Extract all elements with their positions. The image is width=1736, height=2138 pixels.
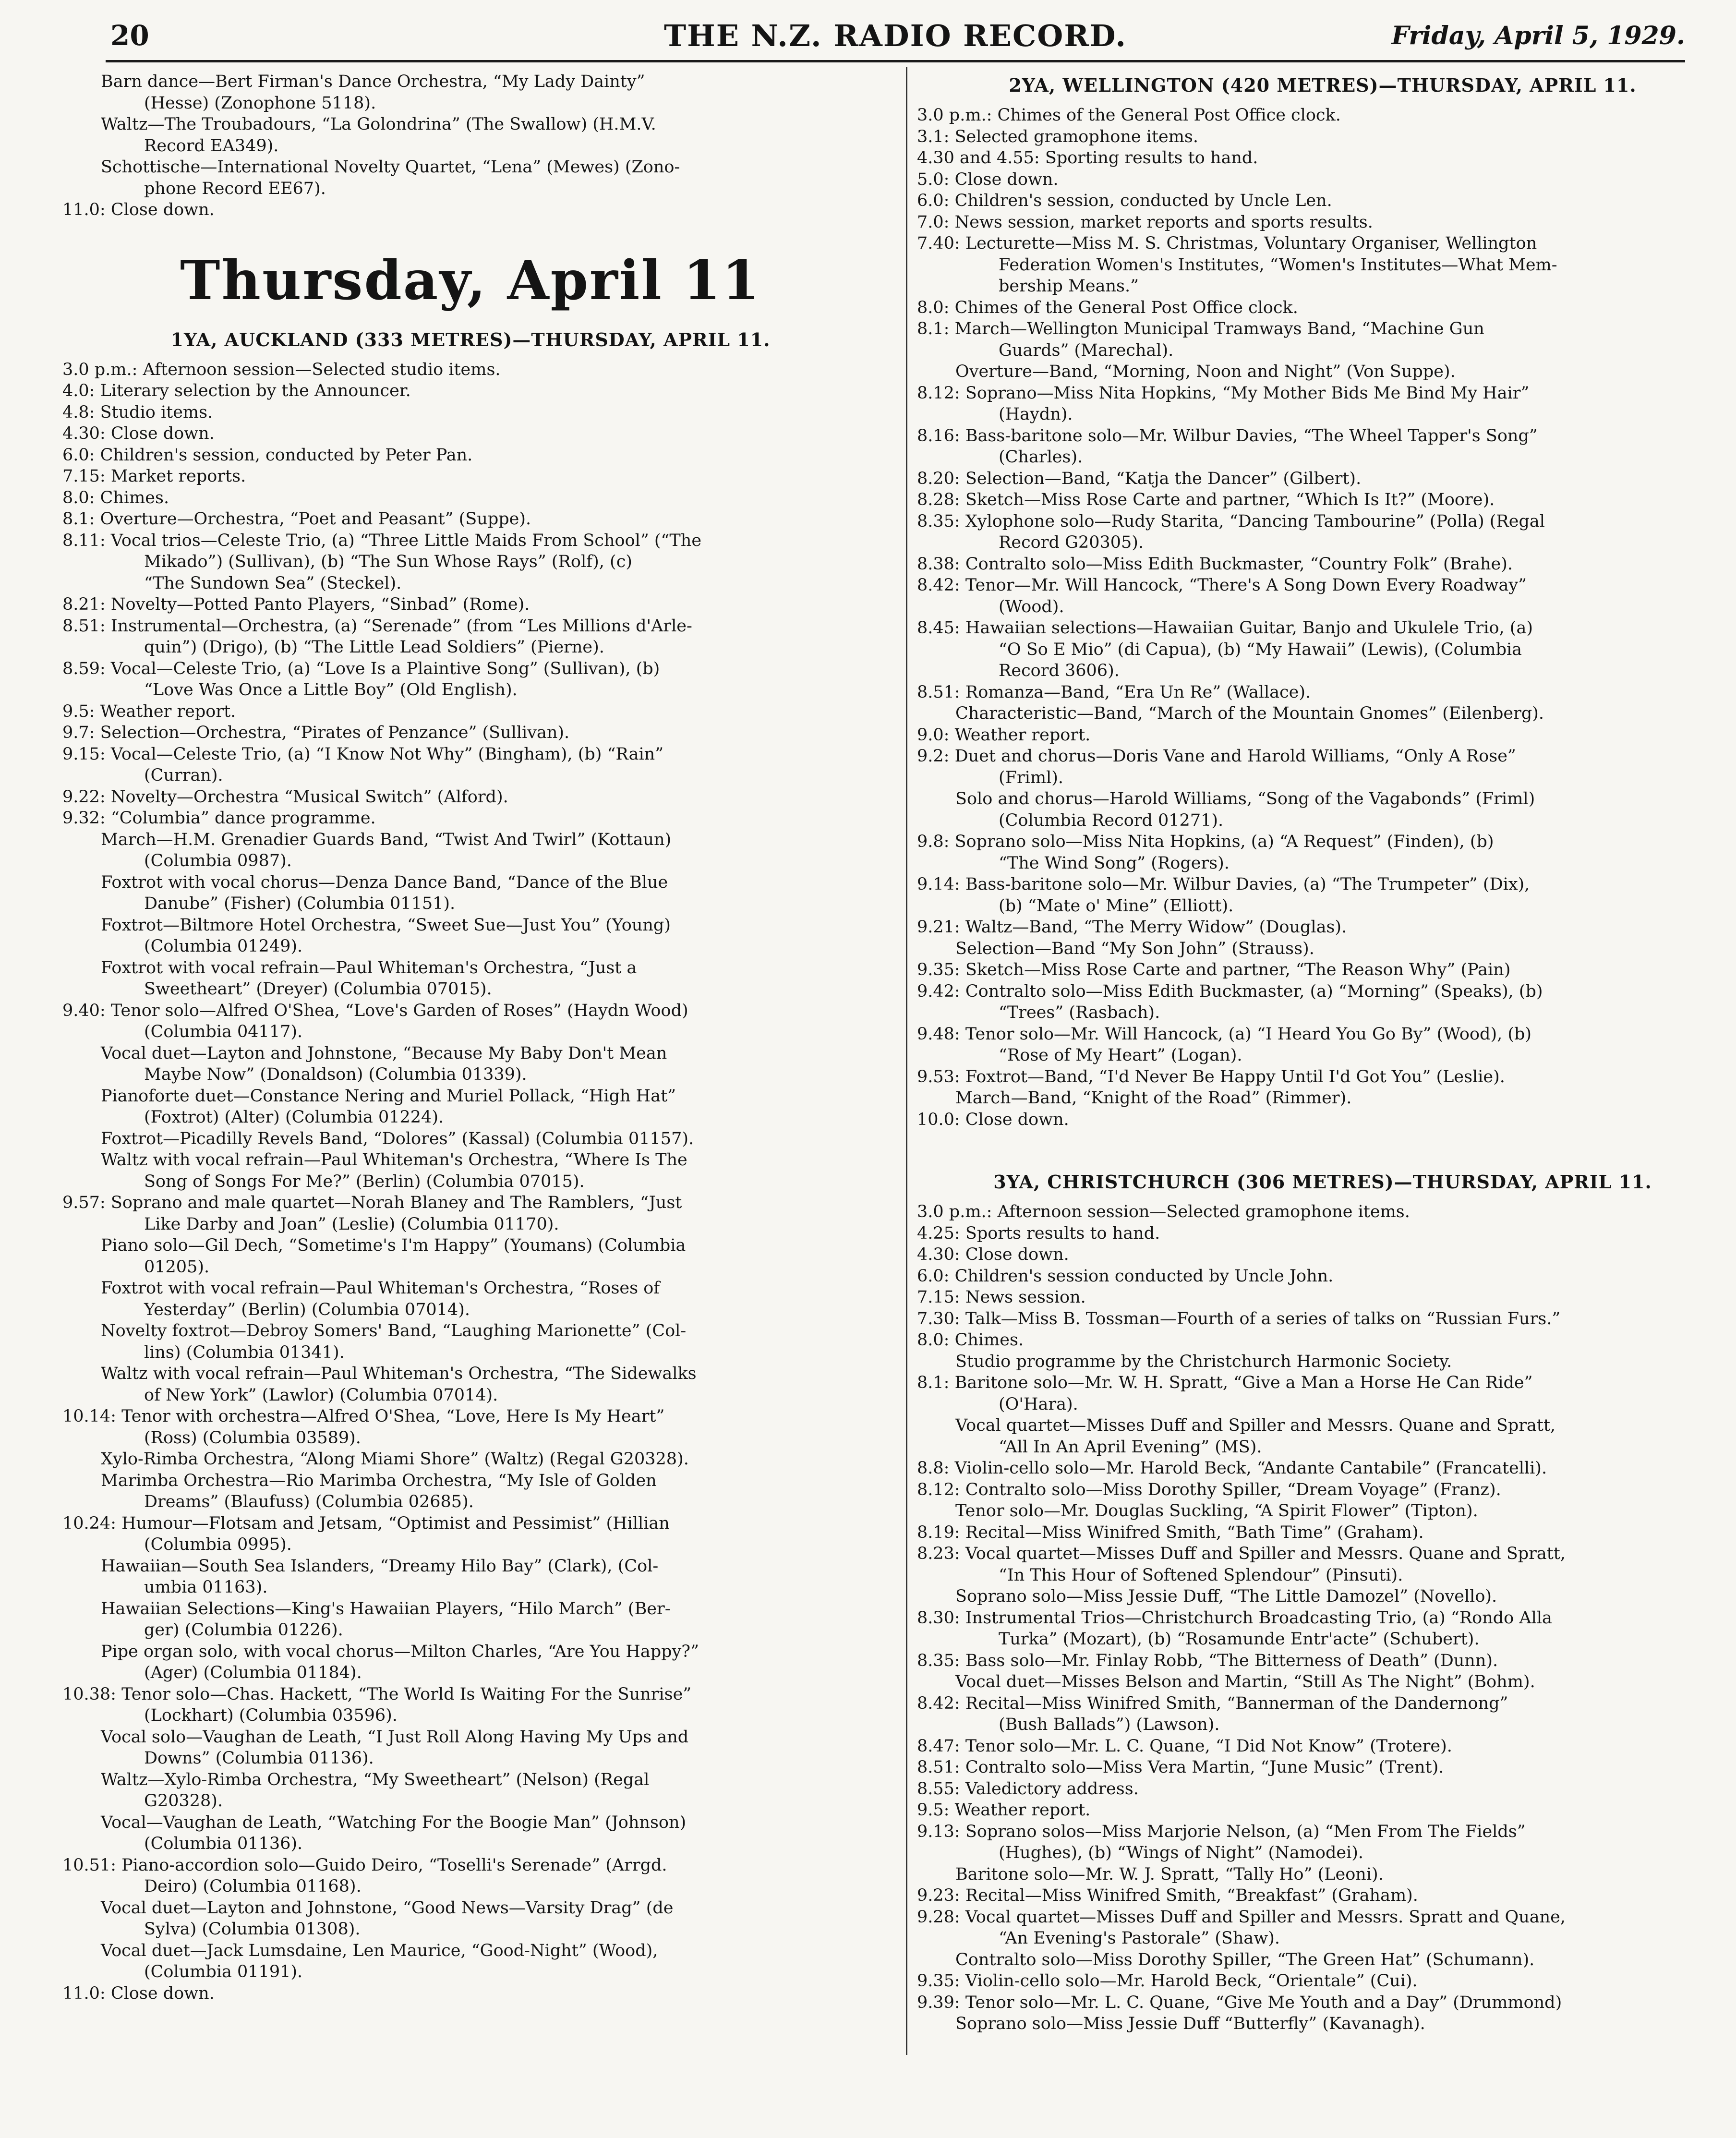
programme-line: (Columbia 0995). [144, 1535, 292, 1554]
programme-line: (Friml). [999, 768, 1064, 787]
programme-line: 4.8: Studio items. [62, 402, 213, 422]
programme-line: Guards” (Marechal). [999, 340, 1174, 360]
programme-line: 8.45: Hawaiian selections—Hawaiian Guitar, Banjo and Ukulele Trio, (a) [917, 618, 1533, 638]
station-heading-2ya: 2YA, WELLINGTON (420 METRES)—THURSDAY, APRIL 11. [1009, 74, 1637, 96]
programme-line: Baritone solo—Mr. W. J. Spratt, “Tally Ho” (Leoni). [955, 1864, 1384, 1884]
programme-line: (O'Hara). [999, 1394, 1078, 1414]
programme-line: 9.35: Sketch—Miss Rose Carte and partner, “The Reason Why” (Pain) [917, 960, 1511, 979]
programme-3ya [917, 1201, 1728, 2035]
programme-line: Waltz with vocal refrain—Paul Whiteman's Orchestra, “Where Is The [101, 1150, 687, 1170]
programme-line: 7.15: Market reports. [62, 467, 246, 486]
programme-line: 10.14: Tenor with orchestra—Alfred O'Shea, “Love, Here Is My Heart” [62, 1407, 665, 1426]
programme-line: Foxtrot with vocal refrain—Paul Whiteman's Orchestra, “Just a [101, 958, 637, 978]
programme-line: 6.0: Children's session, conducted by Peter Pan. [62, 445, 473, 465]
programme-line: “Rose of My Heart” (Logan). [999, 1046, 1242, 1065]
programme-line: 9.48: Tenor solo—Mr. Will Hancock, (a) “I Heard You Go By” (Wood), (b) [917, 1024, 1532, 1044]
programme-line: 10.38: Tenor solo—Chas. Hackett, “The World Is Waiting For the Sunrise” [62, 1684, 692, 1704]
station-heading-1ya: 1YA, AUCKLAND (333 METRES)—THURSDAY, APRIL 11. [170, 328, 771, 350]
programme-line: Barn dance—Bert Firman's Dance Orchestra, “My Lady Dainty” [101, 72, 645, 91]
continued-programme [62, 71, 879, 221]
programme-line: 3.0 p.m.: Afternoon session—Selected studio items. [62, 360, 501, 379]
programme-line: 4.30 and 4.55: Sporting results to hand. [917, 148, 1258, 168]
programme-line: Foxtrot with vocal chorus—Denza Dance Band, “Dance of the Blue [101, 872, 668, 892]
programme-line: bership Means.” [999, 277, 1139, 296]
programme-line: Characteristic—Band, “March of the Mountain Gnomes” (Eilenberg). [955, 704, 1544, 723]
programme-line: 8.38: Contralto solo—Miss Edith Buckmaster, “Country Folk” (Brahe). [917, 554, 1513, 574]
programme-line: Hawaiian—South Sea Islanders, “Dreamy Hilo Bay” (Clark), (Col- [101, 1556, 659, 1576]
programme-line: 8.35: Xylophone solo—Rudy Starita, “Dancing Tambourine” (Polla) (Regal [917, 511, 1545, 531]
programme-line: 6.0: Children's session conducted by Uncle John. [917, 1266, 1334, 1286]
programme-line: 8.51: Contralto solo—Miss Vera Martin, “June Music” (Trent). [917, 1758, 1444, 1777]
programme-line: 9.8: Soprano solo—Miss Nita Hopkins, (a) “A Request” (Finden), (b) [917, 832, 1494, 851]
programme-line: 9.40: Tenor solo—Alfred O'Shea, “Love's Garden of Roses” (Haydn Wood) [62, 1001, 688, 1020]
programme-line: (Columbia 01191). [144, 1962, 303, 1981]
programme-line: (Lockhart) (Columbia 03596). [144, 1706, 398, 1725]
programme-line: Turka” (Mozart), (b) “Rosamunde Entr'acte” (Schubert). [999, 1630, 1480, 1649]
programme-line: 9.57: Soprano and male quartet—Norah Blaney and The Ramblers, “Just [62, 1193, 682, 1212]
programme-line: 8.28: Sketch—Miss Rose Carte and partner, “Which Is It?” (Moore). [917, 490, 1495, 509]
programme-line: 9.28: Vocal quartet—Misses Duff and Spiller and Messrs. Spratt and Quane, [917, 1907, 1566, 1927]
programme-line: 7.30: Talk—Miss B. Tossman—Fourth of a series of talks on “Russian Furs.” [917, 1309, 1561, 1329]
programme-line: March—Band, “Knight of the Road” (Rimmer). [955, 1088, 1352, 1108]
programme-line: (Columbia 01249). [144, 937, 303, 956]
programme-line: Foxtrot with vocal refrain—Paul Whiteman's Orchestra, “Roses of [101, 1279, 660, 1298]
programme-line: Song of Songs For Me?” (Berlin) (Columbia 07015). [144, 1172, 585, 1191]
page-number: 20 [110, 19, 149, 52]
programme-line: Vocal quartet—Misses Duff and Spiller and Messrs. Quane and Spratt, [955, 1416, 1556, 1435]
programme-line: 4.25: Sports results to hand. [917, 1223, 1160, 1243]
programme-line: 8.8: Violin-cello solo—Mr. Harold Beck, “Andante Cantabile” (Francatelli). [917, 1459, 1547, 1478]
station-heading-3ya: 3YA, CHRISTCHURCH (306 METRES)—THURSDAY, APRIL 11. [993, 1171, 1652, 1193]
programme-line: Marimba Orchestra—Rio Marimba Orchestra, “My Isle of Golden [101, 1471, 657, 1490]
programme-line: 8.16: Bass-baritone solo—Mr. Wilbur Davies, “The Wheel Tapper's Song” [917, 426, 1538, 446]
programme-line: Schottische—International Novelty Quartet, “Lena” (Mewes) (Zono- [101, 157, 680, 177]
programme-line: “O So E Mio” (di Capua), (b) “My Hawaii” (Lewis), (Columbia [999, 640, 1522, 659]
column-divider [906, 67, 907, 2055]
programme-line: “The Wind Song” (Rogers). [999, 853, 1230, 873]
programme-line: (Hughes), (b) “Wings of Night” (Namodei). [999, 1843, 1364, 1862]
programme-line: 8.0: Chimes of the General Post Office clock. [917, 298, 1298, 317]
programme-line: 9.5: Weather report. [917, 1800, 1091, 1820]
programme-line: 8.1: March—Wellington Municipal Tramways Band, “Machine Gun [917, 319, 1484, 338]
programme-line: 9.42: Contralto solo—Miss Edith Buckmaster, (a) “Morning” (Speaks), (b) [917, 981, 1543, 1001]
programme-line: 8.19: Recital—Miss Winifred Smith, “Bath Time” (Graham). [917, 1522, 1424, 1542]
programme-line: quin”) (Drigo), (b) “The Little Lead Soldiers” (Pierne). [144, 638, 604, 657]
programme-line: Contralto solo—Miss Dorothy Spiller, “The Green Hat” (Schumann). [955, 1950, 1535, 1969]
programme-line: 11.0: Close down. [62, 200, 215, 219]
programme-line: G20328). [144, 1791, 223, 1811]
programme-line: of New York” (Lawlor) (Columbia 07014). [144, 1385, 498, 1405]
programme-line: Selection—Band “My Son John” (Strauss). [955, 939, 1314, 958]
programme-line: 8.12: Contralto solo—Miss Dorothy Spiller, “Dream Voyage” (Franz). [917, 1480, 1501, 1499]
programme-line: Waltz with vocal refrain—Paul Whiteman's Orchestra, “The Sidewalks [101, 1364, 697, 1383]
programme-line: 9.0: Weather report. [917, 725, 1091, 745]
programme-line: umbia 01163). [144, 1578, 268, 1597]
programme-line: 9.2: Duet and chorus—Doris Vane and Harold Williams, “Only A Rose” [917, 747, 1516, 766]
programme-line: 6.0: Children's session, conducted by Uncle Len. [917, 191, 1332, 210]
programme-line: (b) “Mate o' Mine” (Elliott). [999, 896, 1234, 916]
programme-line: 8.51: Instrumental—Orchestra, (a) “Serenade” (from “Les Millions d'Arle- [62, 616, 692, 636]
programme-line: 8.42: Recital—Miss Winifred Smith, “Bannerman of the Dandernong” [917, 1693, 1508, 1713]
programme-line: 9.53: Foxtrot—Band, “I'd Never Be Happy Until I'd Got You” (Leslie). [917, 1067, 1505, 1087]
programme-line: Record EA349). [144, 136, 279, 156]
programme-line: 7.40: Lecturette—Miss M. S. Christmas, Voluntary Organiser, Wellington [917, 234, 1537, 253]
programme-line: 10.0: Close down. [917, 1110, 1069, 1129]
programme-line: Record 3606). [999, 661, 1120, 680]
programme-line: Studio programme by the Christchurch Harmonic Society. [955, 1352, 1452, 1371]
programme-line: Tenor solo—Mr. Douglas Suckling, “A Spirit Flower” (Tipton). [955, 1501, 1478, 1521]
programme-line: (Columbia 0987). [144, 851, 292, 870]
programme-line: Novelty foxtrot—Debroy Somers' Band, “Laughing Marionette” (Col- [101, 1321, 687, 1341]
programme-line: “In This Hour of Softened Splendour” (Pinsuti). [999, 1565, 1403, 1585]
programme-line: 8.30: Instrumental Trios—Christchurch Broadcasting Trio, (a) “Rondo Alla [917, 1608, 1552, 1628]
programme-line: Vocal duet—Jack Lumsdaine, Len Maurice, “Good-Night” (Wood), [101, 1941, 658, 1960]
programme-line: (Foxtrot) (Alter) (Columbia 01224). [144, 1108, 444, 1127]
programme-line: Deiro) (Columbia 01168). [144, 1877, 362, 1896]
programme-line: Foxtrot—Picadilly Revels Band, “Dolores” (Kassal) (Columbia 01157). [101, 1129, 694, 1148]
programme-line: “An Evening's Pastorale” (Shaw). [999, 1929, 1280, 1948]
programme-line: 8.55: Valedictory address. [917, 1779, 1139, 1799]
programme-line: 8.1: Overture—Orchestra, “Poet and Peasant” (Suppe). [62, 509, 531, 529]
programme-line: Downs” (Columbia 01136). [144, 1749, 374, 1768]
programme-line: Yesterday” (Berlin) (Columbia 07014). [144, 1300, 470, 1319]
programme-line: (Columbia 04117). [144, 1022, 303, 1041]
programme-line: 11.0: Close down. [62, 1983, 215, 2003]
programme-line: 10.24: Humour—Flotsam and Jetsam, “Optimist and Pessimist” (Hillian [62, 1513, 670, 1533]
publication-title: THE N.Z. RADIO RECORD. [664, 18, 1127, 53]
programme-line: 9.15: Vocal—Celeste Trio, (a) “I Know Not Why” (Bingham), (b) “Rain” [62, 744, 664, 764]
programme-line: Foxtrot—Biltmore Hotel Orchestra, “Sweet Sue—Just You” (Young) [101, 915, 671, 935]
programme-line: Piano solo—Gil Dech, “Sometime's I'm Happy” (Youmans) (Columbia [101, 1236, 686, 1255]
day-heading: Thursday, April 11 [180, 249, 761, 312]
right-column [917, 71, 1728, 2035]
programme-line: Dreams” (Blaufuss) (Columbia 02685). [144, 1492, 474, 1511]
programme-line: 8.1: Baritone solo—Mr. W. H. Spratt, “Give a Man a Horse He Can Ride” [917, 1373, 1533, 1392]
programme-line: Pianoforte duet—Constance Nering and Muriel Pollack, “High Hat” [101, 1086, 676, 1106]
programme-line: Danube” (Fisher) (Columbia 01151). [144, 894, 456, 913]
programme-line: “All In An April Evening” (MS). [999, 1437, 1262, 1457]
programme-line: 9.22: Novelty—Orchestra “Musical Switch” (Alford). [62, 787, 508, 807]
programme-line: March—H.M. Grenadier Guards Band, “Twist And Twirl” (Kottaun) [101, 830, 672, 849]
programme-line: 7.15: News session. [917, 1288, 1086, 1307]
programme-line: (Hesse) (Zonophone 5118). [144, 93, 376, 113]
programme-line: 9.32: “Columbia” dance programme. [62, 809, 376, 828]
programme-line: Mikado”) (Sullivan), (b) “The Sun Whose Rays” (Rolf), (c) [144, 552, 632, 571]
programme-line: Xylo-Rimba Orchestra, “Along Miami Shore” (Waltz) (Regal G20328). [101, 1449, 689, 1469]
programme-line: “Love Was Once a Little Boy” (Old English). [144, 680, 518, 700]
programme-line: Like Darby and Joan” (Leslie) (Columbia 01170). [144, 1214, 559, 1234]
programme-line: 8.21: Novelty—Potted Panto Players, “Sinbad” (Rome). [62, 595, 530, 614]
programme-line: Soprano solo—Miss Jessie Duff, “The Little Damozel” (Novello). [955, 1587, 1497, 1606]
programme-line: 7.0: News session, market reports and sports results. [917, 212, 1373, 232]
programme-line: (Wood). [999, 597, 1064, 616]
programme-line: 10.51: Piano-accordion solo—Guido Deiro, “Toselli's Serenade” (Arrgd. [62, 1855, 667, 1875]
programme-line: (Charles). [999, 447, 1083, 467]
programme-line: 9.23: Recital—Miss Winifred Smith, “Breakfast” (Graham). [917, 1886, 1418, 1905]
programme-line: “The Sundown Sea” (Steckel). [144, 573, 402, 593]
programme-line: Vocal—Vaughan de Leath, “Watching For the Boogie Man” (Johnson) [101, 1812, 687, 1832]
programme-line: 8.0: Chimes. [62, 488, 169, 507]
programme-line: Sylva) (Columbia 01308). [144, 1920, 361, 1939]
programme-line: 8.59: Vocal—Celeste Trio, (a) “Love Is a Plaintive Song” (Sullivan), (b) [62, 659, 660, 678]
programme-line: 9.21: Waltz—Band, “The Merry Widow” (Douglas). [917, 918, 1347, 937]
programme-line: Record G20305). [999, 533, 1144, 552]
programme-line: ger) (Columbia 01226). [144, 1620, 343, 1640]
programme-line: 3.0 p.m.: Chimes of the General Post Office clock. [917, 106, 1341, 125]
programme-line: 9.39: Tenor solo—Mr. L. C. Quane, “Give Me Youth and a Day” (Drummond) [917, 1993, 1562, 2012]
left-column [62, 71, 879, 2004]
section-gap [917, 1130, 1728, 1159]
programme-1ya [62, 359, 879, 2005]
programme-line: (Curran). [144, 766, 223, 785]
programme-line: Vocal duet—Misses Belson and Martin, “Still As The Night” (Bohm). [955, 1672, 1535, 1691]
programme-line: “Trees” (Rasbach). [999, 1003, 1160, 1022]
programme-line: (Ager) (Columbia 01184). [144, 1663, 362, 1682]
programme-line: 8.0: Chimes. [917, 1330, 1024, 1350]
programme-line: Overture—Band, “Morning, Noon and Night” (Von Suppe). [955, 362, 1456, 381]
issue-date: Friday, April 5, 1929. [1391, 21, 1685, 50]
programme-line: 8.35: Bass solo—Mr. Finlay Robb, “The Bitterness of Death” (Dunn). [917, 1651, 1498, 1670]
programme-line: Vocal duet—Layton and Johnstone, “Good News—Varsity Drag” (de [101, 1898, 674, 1918]
programme-line: 9.35: Violin-cello solo—Mr. Harold Beck, “Orientale” (Cui). [917, 1971, 1418, 1991]
programme-line: Vocal duet—Layton and Johnstone, “Because My Baby Don't Mean [101, 1043, 667, 1063]
programme-line: 8.47: Tenor solo—Mr. L. C. Quane, “I Did Not Know” (Trotere). [917, 1736, 1452, 1756]
programme-line: 3.0 p.m.: Afternoon session—Selected gramophone items. [917, 1202, 1410, 1221]
programme-line: Vocal solo—Vaughan de Leath, “I Just Roll Along Having My Ups and [101, 1727, 689, 1747]
programme-line: 9.5: Weather report. [62, 701, 236, 721]
programme-line: 4.30: Close down. [917, 1245, 1069, 1264]
programme-line: 8.51: Romanza—Band, “Era Un Re” (Wallace). [917, 682, 1311, 702]
page-header [106, 14, 1685, 62]
programme-line: 8.23: Vocal quartet—Misses Duff and Spiller and Messrs. Quane and Spratt, [917, 1544, 1566, 1563]
programme-line: 8.20: Selection—Band, “Katja the Dancer” (Gilbert). [917, 469, 1362, 488]
programme-line: Maybe Now” (Donaldson) (Columbia 01339). [144, 1065, 527, 1084]
programme-line: (Bush Ballads”) (Lawson). [999, 1715, 1220, 1734]
programme-line: 8.11: Vocal trios—Celeste Trio, (a) “Three Little Maids From School” (“The [62, 531, 702, 550]
programme-line: (Columbia Record 01271). [999, 810, 1224, 830]
programme-line: 01205). [144, 1257, 210, 1277]
programme-line: Solo and chorus—Harold Williams, “Song of the Vagabonds” (Friml) [955, 789, 1535, 809]
programme-line: Waltz—Xylo-Rimba Orchestra, “My Sweetheart” (Nelson) (Regal [101, 1770, 650, 1789]
programme-line: 9.13: Soprano solos—Miss Marjorie Nelson, (a) “Men From The Fields” [917, 1822, 1526, 1841]
programme-line: 4.30: Close down. [62, 424, 215, 443]
programme-line: 9.7: Selection—Orchestra, “Pirates of Penzance” (Sullivan). [62, 723, 570, 742]
programme-line: 4.0: Literary selection by the Announcer. [62, 381, 411, 400]
programme-line: 9.14: Bass-baritone solo—Mr. Wilbur Davies, (a) “The Trumpeter” (Dix), [917, 875, 1530, 894]
programme-line: 5.0: Close down. [917, 169, 1059, 189]
programme-line: Pipe organ solo, with vocal chorus—Milton Charles, “Are You Happy?” [101, 1642, 699, 1661]
programme-line: 8.12: Soprano—Miss Nita Hopkins, “My Mother Bids Me Bind My Hair” [917, 383, 1530, 403]
programme-line: phone Record EE67). [144, 179, 326, 198]
programme-line: lins) (Columbia 01341). [144, 1342, 345, 1362]
programme-line: (Columbia 01136). [144, 1834, 303, 1853]
programme-line: Federation Women's Institutes, “Women's Institutes—What Mem- [999, 255, 1557, 275]
programme-2ya [917, 105, 1728, 1130]
programme-line: (Ross) (Columbia 03589). [144, 1428, 361, 1448]
programme-line: 3.1: Selected gramophone items. [917, 127, 1198, 146]
programme-line: 8.42: Tenor—Mr. Will Hancock, “There's A Song Down Every Roadway” [917, 576, 1527, 595]
programme-line: Waltz—The Troubadours, “La Golondrina” (The Swallow) (H.M.V. [101, 115, 656, 134]
programme-line: Hawaiian Selections—King's Hawaiian Players, “Hilo March” (Ber- [101, 1599, 671, 1619]
programme-line: Soprano solo—Miss Jessie Duff “Butterfly” (Kavanagh). [955, 2014, 1425, 2033]
programme-line: (Haydn). [999, 405, 1073, 424]
programme-line: Sweetheart” (Dreyer) (Columbia 07015). [144, 979, 492, 999]
